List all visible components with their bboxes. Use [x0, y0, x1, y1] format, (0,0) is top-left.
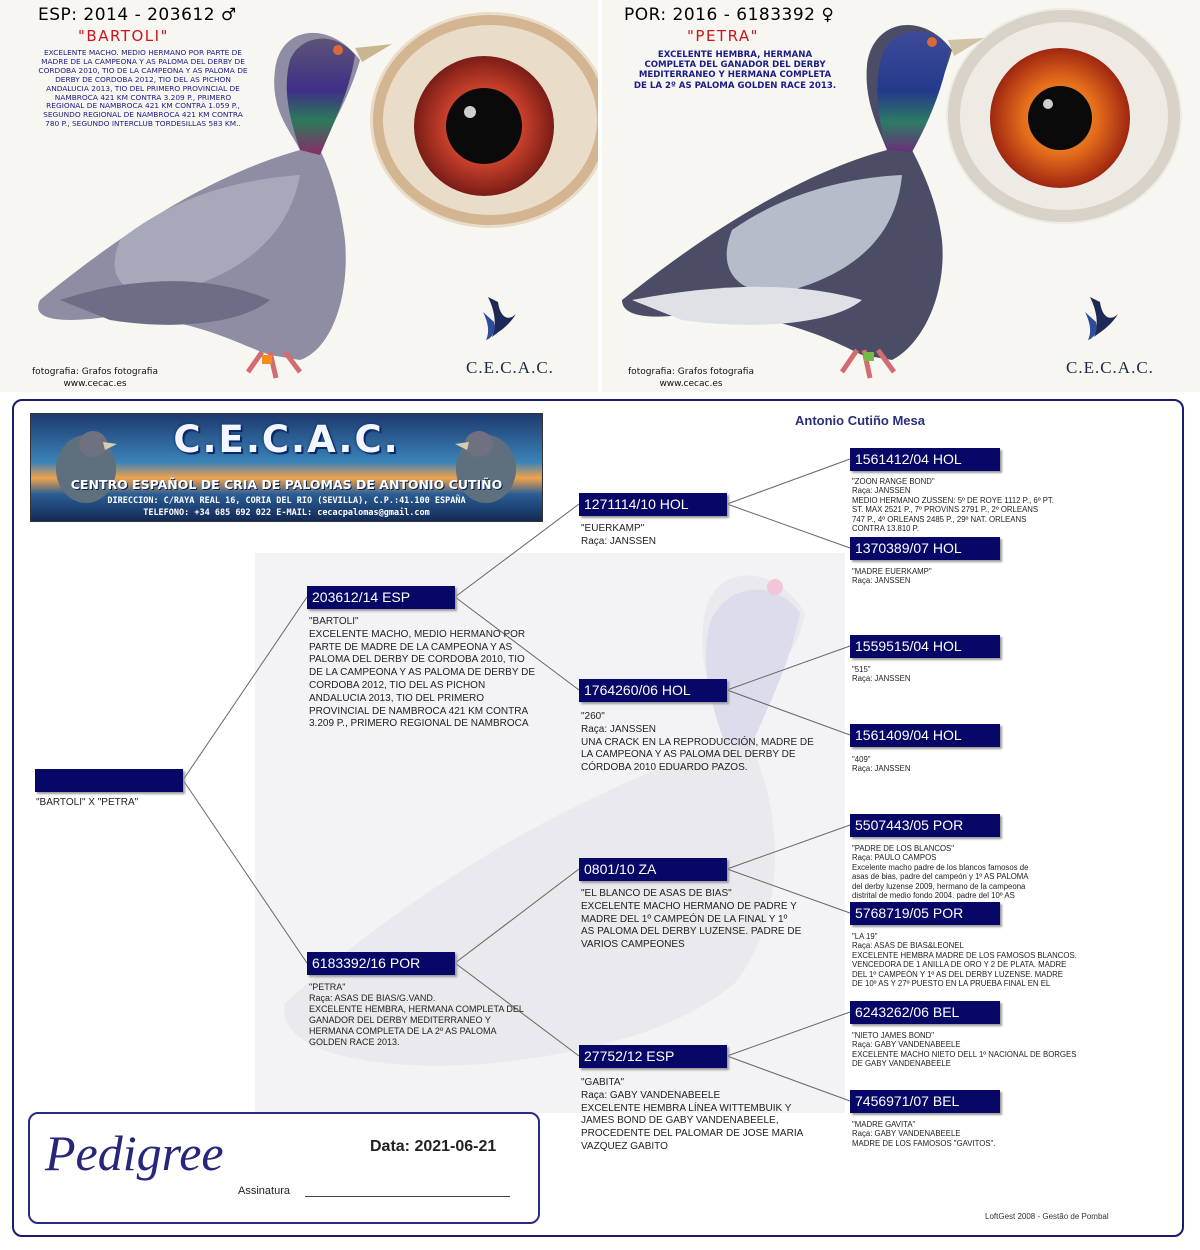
sss-info [852, 477, 1054, 533]
info-line: Raça: GABY VANDENABEELE [852, 1040, 961, 1050]
info-line: Excelente macho padre de los blancos famosos de [852, 862, 1029, 872]
info-line: "MADRE GAVITA" [852, 1120, 916, 1129]
sire-info [309, 616, 535, 731]
info-line: DE GABY VANDENABEELE [852, 1059, 951, 1069]
info-line: PALOMA DEL DERBY DE CORDOBA 2010, TIO [309, 654, 525, 666]
banner-address: DIRECCION: C/RAYA REAL 16, CORIA DEL RIO (SEVILLA), C.P.:41.100 ESPAÑA [107, 496, 466, 506]
info-line: EXCELENTE HEMBRA, HERMANA COMPLETA DEL [309, 1004, 524, 1014]
certificate-date: Data: 2021-06-21 [370, 1138, 497, 1155]
banner-phone: TELEFONO: +34 685 692 022 E-MAIL: cecacpalomas@gmail.com [143, 508, 430, 518]
info-line: EXCELENTE HEMBRA MADRE DE LOS FAMOSOS BLANCOS. [852, 950, 1077, 960]
info-line: "LA 19" [852, 932, 878, 941]
sire-description-line: ANDALUCIA 2013, TIO DEL PRIMERO PROVINCIAL DE [46, 83, 240, 93]
info-line: del derby luzense 2009, hermano de la campeona [852, 881, 1026, 891]
info-line: EXCELENTE MACHO, MEDIO HERMANO POR [309, 628, 526, 640]
info-line: 3.209 P., PRIMERO REGIONAL DE NAMBROCA [309, 718, 529, 730]
info-line: GOLDEN RACE 2013. [309, 1037, 400, 1047]
info-line: PROCEDENTE DEL PALOMAR DE JOSE MARIA [581, 1128, 804, 1140]
info-line: UNA CRACK EN LA REPRODUCCIÓN, MADRE DE [581, 736, 814, 748]
dam-description [604, 50, 866, 91]
dss-info [852, 844, 1029, 900]
info-line: Raça: ASAS DE BIAS/G.VAND. [309, 993, 436, 1003]
info-line: CONTRA 13.810 P. [852, 524, 920, 534]
photo-credit-line: fotografia: Grafos fotografia [32, 367, 158, 377]
cecac-logo-text: C.E.C.A.C. [466, 358, 554, 377]
photo-credit-line: www.cecac.es [63, 379, 127, 389]
info-line: PARTE DE MADRE DE LA CAMPEONA Y AS [309, 641, 513, 653]
sire-name: "BARTOLI" [78, 27, 169, 45]
ddd-ring-box[interactable]: 7456971/07 BEL [850, 1090, 1000, 1113]
ss-info [581, 523, 656, 549]
info-line: MEDIO HERMANO ZUSSEN: 5º DE ROYE 1112 P., 6º PT. [852, 495, 1054, 505]
info-line: EXCELENTE MACHO NIETO DELL 1º NACIONAL DE BORGES [852, 1049, 1077, 1059]
info-line: DEL 1º CAMPEÓN Y 1º AS DEL DERBY LUZENSE. MADRE [852, 969, 1063, 979]
cecac-banner [30, 413, 543, 522]
sire-ring-box[interactable]: 203612/14 ESP [307, 586, 455, 609]
dam-eye-icon [946, 8, 1182, 224]
pedigree-title: Pedigree [45, 1125, 224, 1181]
dam-photo-credit [626, 366, 756, 390]
info-line: LA CAMPEONA Y AS PALOMA DEL DERBY DE [581, 749, 796, 761]
info-line: EXCELENTE MACHO HERMANO DE PADRE Y [581, 900, 797, 912]
info-line: Raça: JANSSEN [852, 486, 911, 496]
dds-info [852, 1031, 1076, 1069]
info-line: "409" [852, 755, 871, 764]
info-line: EXCELENTE HEMBRA LÍNEA WITTEMBUIK Y [581, 1102, 792, 1114]
ddd-info [852, 1120, 995, 1148]
info-line: "ZOON RANGE BOND" [852, 477, 935, 486]
sire-eye-icon [370, 12, 598, 228]
sire-description-line: SEGUNDO REGIONAL DE NAMBROCA 421 KM CONTRA [43, 110, 243, 120]
info-line: Raça: PAULO CAMPOS [852, 853, 937, 863]
info-line: "PETRA" [309, 982, 346, 992]
info-line: "PADRE DE LOS BLANCOS" [852, 844, 955, 853]
info-line: DE LA CAMPEONA Y AS PALOMA DE DERBY DE [309, 667, 536, 679]
subject-info [36, 797, 138, 810]
info-line: HERMANA COMPLETA DE LA 2º AS PALOMA [309, 1026, 497, 1036]
info-line: VENCEDORA DE 1 ANILLA DE ORO Y 2 DE PLATA. MADRE [852, 960, 1067, 970]
info-line: "260" [581, 711, 605, 722]
sdd-ring-box[interactable]: 1561409/04 HOL [850, 724, 1000, 747]
sire-description-line: 780 P., SEGUNDO INTERCLUB TORDESILLAS 583 KM.. [45, 119, 241, 129]
cecac-logo-icon [1085, 297, 1118, 340]
sire-description-line: DERBY DE CORDOBA 2012, TIO DEL AS PICHON [55, 74, 231, 84]
dam-ring-box[interactable]: 6183392/16 POR [307, 952, 455, 975]
sire-description-line: MADRE DE LA CAMPEONA Y AS PALOMA DEL DERBY DE [41, 56, 245, 66]
dsd-ring-box[interactable]: 5768719/05 POR [850, 902, 1000, 925]
sire-description-line: EXCELENTE MACHO. MEDIO HERMANO POR PARTE DE [44, 48, 242, 57]
software-credit: LoftGest 2008 - Gestão de Pombal [985, 1212, 1109, 1221]
info-line: Raça: JANSSEN [581, 535, 657, 547]
info-line: "NIETO JAMES BOND" [852, 1031, 935, 1040]
dam-description-line: DE LA 2º AS PALOMA GOLDEN RACE 2013. [633, 80, 837, 91]
info-line: ST. MAX 2521 P., 7º PROVINS 2791 P., 2º ORLEANS [852, 505, 1039, 515]
info-line: "GABITA" [581, 1077, 625, 1088]
info-line: 747 P., 4º ORLEANS 2485 P., 29º NAT. ORLEANS [852, 514, 1027, 524]
sire-description [2, 49, 284, 129]
photo-credit-line: fotografia: Grafos fotografia [628, 367, 754, 377]
dam-description-line: COMPLETA DEL GANADOR DEL DERBY [644, 60, 826, 71]
dam-description-line: EXCELENTE HEMBRA, HERMANA [657, 50, 813, 60]
dsd-info [852, 932, 1077, 988]
info-line: VAZQUEZ GABITO [581, 1140, 668, 1152]
sire-photo-credit [30, 366, 160, 390]
info-line: Raça: GABY VANDENABEELE [581, 1089, 721, 1101]
info-line: "BARTOLI" [309, 616, 359, 627]
info-line: CORDOBA 2012, TIO DEL AS PICHON [309, 679, 486, 691]
sire-ring-title: ESP: 2014 - 203612 ♂ [38, 5, 237, 25]
dds-ring-box[interactable]: 6243262/06 BEL [850, 1001, 1000, 1024]
ds-ring-box[interactable]: 0801/10 ZA [579, 858, 727, 881]
info-line: Raça: JANSSEN [852, 576, 911, 586]
sss-ring-box[interactable]: 1561412/04 HOL [850, 448, 1000, 471]
info-line: ANDALUCIA 2013, TIO DEL PRIMERO [309, 692, 485, 704]
info-line: DE 10º AS Y 27º PUESTO EN LA PRUEBA FINAL EN EL [852, 979, 1051, 989]
banner-title: C.E.C.A.C. [173, 418, 400, 461]
dam-name: "PETRA" [687, 27, 760, 45]
info-line: PROVINCIAL DE NAMBROCA 421 KM CONTRA [309, 705, 529, 717]
certificate-box [28, 1112, 540, 1224]
signature-label: Assinatura [238, 1185, 290, 1197]
sds-ring-box[interactable]: 1559515/04 HOL [850, 635, 1000, 658]
dam-description-line: MEDITERRANEO Y HERMANA COMPLETA [638, 70, 832, 81]
ssd-info [852, 567, 932, 586]
cecac-logo-icon [483, 297, 516, 340]
info-line: "EUERKAMP" [581, 523, 645, 534]
sire-description-line: REGIONAL DE NAMBROCA 421 KM CONTRA 1.059 P., [46, 101, 240, 111]
owner-name: Antonio Cutiño Mesa [795, 413, 925, 428]
info-line: Raça: JANSSEN [852, 764, 911, 774]
dam-ring-title: POR: 2016 - 6183392 ♀ [624, 5, 835, 25]
info-line: Raça: GABY VANDENABEELE [852, 1129, 961, 1139]
info-line: MADRE DE LOS FAMOSOS "GAVITOS". [852, 1138, 996, 1148]
sd-info [581, 711, 814, 775]
photo-credit-line: www.cecac.es [659, 379, 723, 389]
info-line: CÓRDOBA 2010 EDUARDO PAZOS. [581, 762, 748, 774]
info-line: "515" [852, 665, 871, 674]
info-line: GANADOR DEL DERBY MEDITERRANEO Y [309, 1015, 491, 1025]
sd-ring-box[interactable]: 1764260/06 HOL [579, 679, 727, 702]
dd-info [581, 1077, 803, 1154]
info-line: Raça: JANSSEN [852, 674, 911, 684]
sire-photo-panel [0, 0, 598, 392]
ds-info [581, 888, 801, 952]
dss-ring-box[interactable]: 5507443/05 POR [850, 814, 1000, 837]
info-line: "MADRE EUERKAMP" [852, 567, 932, 576]
sire-description-line: NAMBROCA 421 KM CONTRA 3.209 P., PRIMERO [54, 92, 232, 102]
signature-line[interactable] [305, 1196, 510, 1197]
dd-ring-box[interactable]: 27752/12 ESP [579, 1045, 727, 1068]
info-line: Raça: JANSSEN [581, 723, 657, 735]
info-line: MADRE DEL 1º CAMPEÓN DE LA FINAL Y 1º [581, 913, 788, 925]
ssd-ring-box[interactable]: 1370389/07 HOL [850, 537, 1000, 560]
ss-ring-box[interactable]: 1271114/10 HOL [579, 493, 727, 516]
cecac-logo-text: C.E.C.A.C. [1066, 358, 1154, 377]
sdd-info [852, 755, 911, 774]
info-line: Raça: ASAS DE BIAS&LEONEL [852, 941, 964, 951]
info-line: distrital de medio fondo 2004. padre del 10º AS [852, 891, 1015, 901]
info-line: VARIOS CAMPEONES [581, 939, 685, 951]
info-line: "EL BLANCO DE ASAS DE BIAS" [581, 888, 732, 899]
dam-photo-panel [602, 0, 1200, 392]
subject-ring-box[interactable] [35, 769, 183, 792]
info-line: asas de bias, padre del campeón y 1º AS PALOMA [852, 872, 1029, 882]
banner-subtitle: CENTRO ESPAÑOL DE CRIA DE PALOMAS DE ANTONIO CUTIÑO [70, 477, 503, 492]
sds-info [852, 665, 911, 684]
info-line: AS PALOMA DEL DERBY LUZENSE. PADRE DE [581, 926, 802, 938]
dam-info [309, 982, 524, 1048]
sire-description-line: CORDOBA 2010, TIO DE LA CAMPEONA Y AS PALOMA DE [38, 65, 248, 75]
info-line: JAMES BOND DE GABY VANDENABEELE, [581, 1115, 779, 1127]
subject-info-line: "BARTOLI" X "PETRA" [36, 797, 139, 808]
